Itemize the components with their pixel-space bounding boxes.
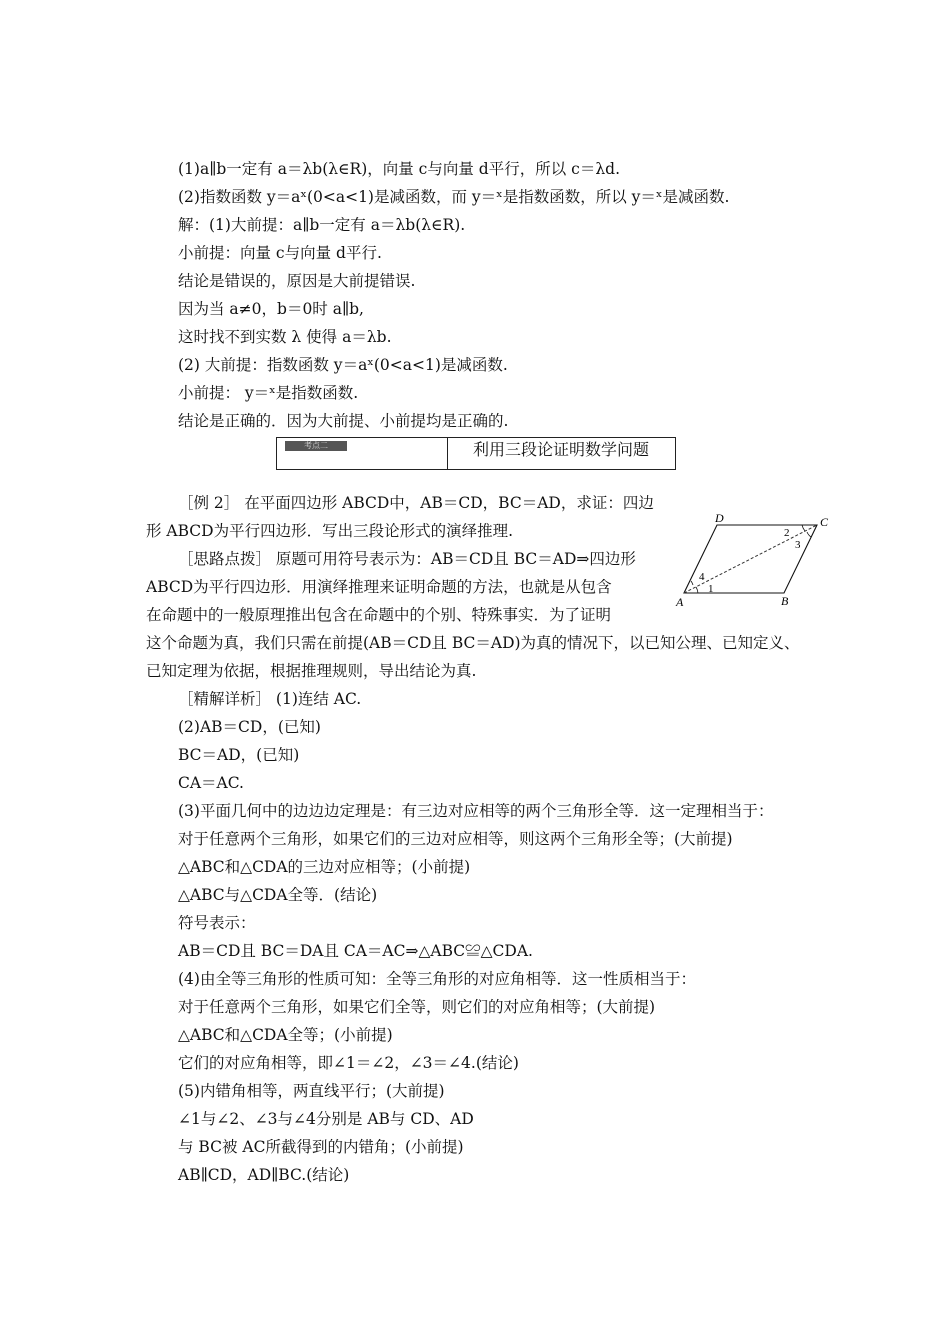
- text-line: ABCD为平行四边形．用演绎推理来证明命题的方法，也就是从包含: [146, 578, 612, 596]
- text-line: 符号表示：: [178, 914, 256, 932]
- angle-label-3: 3: [795, 539, 801, 551]
- vertex-label-a: A: [676, 595, 684, 609]
- angle-arc: [696, 587, 698, 593]
- text-line: CA＝AC.: [178, 774, 244, 792]
- text-line: 结论是正确的．因为大前提、小前提均是正确的.: [178, 412, 509, 430]
- text-line: △ABC和△CDA的三边对应相等；(小前提): [178, 858, 471, 876]
- text-line: (4)由全等三角形的性质可知：全等三角形的对应角相等．这一性质相当于：: [178, 970, 696, 988]
- angle-label-1: 1: [708, 583, 714, 595]
- text-line: 对于任意两个三角形，如果它们全等，则它们的对应角相等；(大前提): [178, 998, 656, 1016]
- text-line: (2) 大前提：指数函数 y＝aˣ(0<a<1)是减函数.: [178, 356, 508, 374]
- vertex-label-c: C: [820, 515, 829, 529]
- text-line: 已知定理为依据，根据推理规则，导出结论为真.: [146, 662, 477, 680]
- section-title: 利用三段论证明数学问题: [473, 440, 650, 459]
- text-line: (2)AB＝CD，(已知): [178, 718, 321, 736]
- text-line: 小前提： y＝ˣ是指数函数.: [178, 384, 359, 402]
- text-line: BC＝AD，(已知): [178, 746, 300, 764]
- text-line: 这个命题为真，我们只需在前提(AB＝CD且 BC＝AD)为真的情况下，以已知公理、已知定义、: [146, 634, 800, 652]
- text-line: △ABC与△CDA全等．(结论): [178, 886, 378, 904]
- text-line: ［精解详析］ (1)连结 AC.: [178, 690, 362, 708]
- text-line: ［例 2］ 在平面四边形 ABCD中，AB＝CD，BC＝AD，求证：四边: [178, 494, 654, 512]
- parallelogram-figure: [674, 510, 844, 610]
- text-line: △ABC和△CDA全等；(小前提): [178, 1026, 393, 1044]
- text-line: 这时找不到实数 λ 使得 a＝λb.: [178, 328, 392, 346]
- angle-label-2: 2: [784, 527, 790, 539]
- text-line: AB∥CD，AD∥BC.(结论): [178, 1166, 350, 1184]
- section-divider: [447, 438, 448, 469]
- text-line: 在命题中的一般原理推出包含在命题中的个别、特殊事实．为了证明: [146, 606, 612, 624]
- text-line: ∠1与∠2、∠3与∠4分别是 AB与 CD、AD: [178, 1110, 474, 1128]
- text-line: (5)内错角相等，两直线平行；(大前提): [178, 1082, 445, 1100]
- text-line: (2)指数函数 y＝aˣ(0<a<1)是减函数，而 y＝ˣ是指数函数，所以 y＝ˣ是减函数.: [178, 188, 730, 206]
- angle-arc: [807, 532, 811, 537]
- text-line: 与 BC被 AC所截得到的内错角；(小前提): [178, 1138, 464, 1156]
- text-line: 因为当 a≠0，b＝0时 a∥b,: [178, 300, 364, 318]
- text-line: 结论是错误的，原因是大前提错误.: [178, 272, 416, 290]
- text-line: (1)a∥b一定有 a＝λb(λ∈R)，向量 c与向量 d平行，所以 c＝λd.: [178, 160, 620, 178]
- angle-arc: [691, 581, 693, 585]
- angle-arc: [802, 525, 805, 531]
- vertex-label-b: B: [781, 594, 789, 608]
- text-line: AB＝CD且 BC＝DA且 CA＝AC⇒△ABC≌△CDA.: [178, 942, 533, 960]
- text-line: 它们的对应角相等，即∠1＝∠2，∠3＝∠4.(结论): [178, 1054, 519, 1072]
- text-line: 小前提：向量 c与向量 d平行.: [178, 244, 382, 262]
- text-line: 对于任意两个三角形，如果它们的三边对应相等，则这两个三角形全等；(大前提): [178, 830, 733, 848]
- text-line: ［思路点拨］ 原题可用符号表示为：AB＝CD且 BC＝AD⇒四边形: [178, 550, 636, 568]
- section-tag: 考点二: [285, 441, 347, 451]
- section-header: [276, 437, 676, 470]
- angle-label-4: 4: [699, 571, 705, 583]
- text-line: 解：(1)大前提：a∥b一定有 a＝λb(λ∈R).: [178, 216, 466, 234]
- vertex-label-d: D: [715, 511, 724, 525]
- text-line: (3)平面几何中的边边边定理是：有三边对应相等的两个三角形全等．这一定理相当于：: [178, 802, 774, 820]
- text-line: 形 ABCD为平行四边形．写出三段论形式的演绎推理.: [146, 522, 514, 540]
